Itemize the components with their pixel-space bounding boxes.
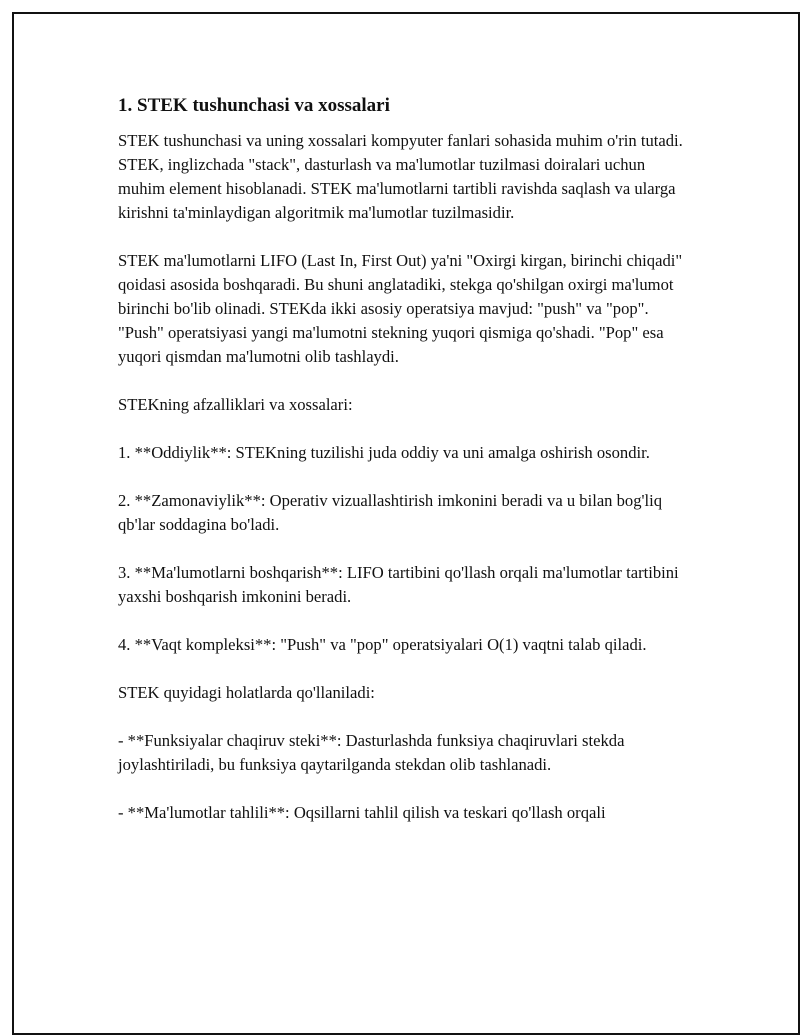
advantages-heading-paragraph: STEKning afzalliklari va xossalari: [118,395,353,414]
lifo-paragraph: STEK ma'lumotlarni LIFO (Last In, First Out) ya'ni "Oxirgi kirgan, birinchi chiqadi" qoidasi asosida boshqaradi. Bu shuni anglatadiki, stekga qo'shilgan oxirgi ma'lumot birinchi bo'lib olinadi. STEKda ikki asosiy operatsiya mavjud: "push" va "pop". "Push" operatsiyasi yangi ma'lumotni stekning yuqori qismiga qo'shadi. "Pop" esa yuqori qismdan ma'lumotni olib tashlaydi. [118,251,683,366]
list-item-data-management: 3. **Ma'lumotlarni boshqarish**: LIFO tartibini qo'llash orqali ma'lumotlar tartibini yaxshi boshqarish imkonini beradi. [118,563,679,606]
list-item-modernity: 2. **Zamonaviylik**: Operativ vizuallashtirish imkonini beradi va u bilan bog'liq qb'lar soddagina bo'ladi. [118,491,663,534]
usage-item-data-analysis: - **Ma'lumotlar tahlili**: Oqsillarni tahlil qilish va teskari qo'llash orqali [118,803,606,822]
section-heading: 1. STEK tushunchasi va xossalari [118,95,390,116]
document-body [118,93,690,849]
usage-item-call-stack: - **Funksiyalar chaqiruv steki**: Dasturlashda funksiya chaqiruvlari stekda joylashtiriladi, bu funksiya qaytarilganda stekdan olib tashlanadi. [118,731,625,774]
list-item-simplicity: 1. **Oddiylik**: STEKning tuzilishi juda oddiy va uni amalga oshirish osondir. [118,443,650,462]
usage-heading-paragraph: STEK quyidagi holatlarda qo'llaniladi: [118,683,375,702]
intro-paragraph: STEK tushunchasi va uning xossalari kompyuter fanlari sohasida muhim o'rin tutadi. STEK, inglizchada "stack", dasturlash va ma'lumotlar tuzilmasi doiralari uchun muhim element hisoblanadi. STEK ma'lumotlarni tartibli ravishda saqlash va ularga kirishni ta'minlaydigan algoritmik ma'lumotlar tuzilmasidir. [118,131,683,222]
list-item-time-complexity: 4. **Vaqt kompleksi**: "Push" va "pop" operatsiyalari O(1) vaqtni talab qiladi. [118,635,647,654]
